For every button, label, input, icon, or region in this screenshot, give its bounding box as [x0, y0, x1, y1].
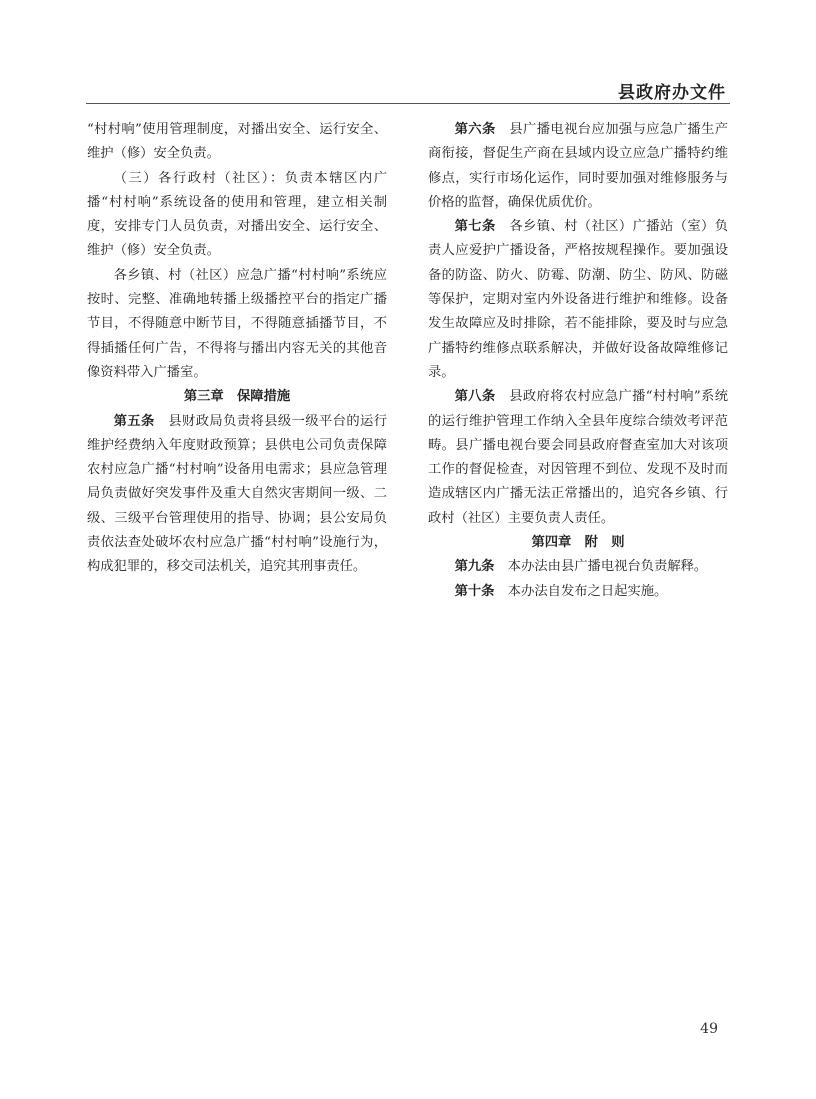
- paragraph: （三）各行政村（社区）：负责本辖区内广播“村村响”系统设备的使用和管理，建立相关制度，安排专门人员负责，对播出安全、运行安全、维护（修）安全负责。: [87, 170, 387, 259]
- article-10: [428, 580, 728, 604]
- chapter-heading: 第四章 附 则: [531, 535, 625, 551]
- article-9: [428, 555, 728, 579]
- article-text: 县政府将农村应急广播“村村响”系统的运行维护管理工作纳入全县年度综合绩效考评范畴。县广播电视台要会同县政府督查室加大对该项工作的督促检查，对因管理不到位、发现不及时而造成辖区内广播无法正常播出的，追究各乡镇、行政村（社区）主要负责人责任。: [428, 389, 728, 526]
- article-8: [428, 385, 728, 531]
- article-label: 第六条: [454, 122, 496, 137]
- page-number: 49: [700, 1021, 718, 1037]
- document-header-title: 县政府办文件: [618, 83, 726, 103]
- chapter-heading: 第三章 保障措施: [183, 389, 291, 405]
- article-text: 县财政局负责将县级一级平台的运行维护经费纳入年度财政预算；县供电公司负责保障农村应急广播“村村响”设备用电需求；县应急管理局负责做好突发事件及重大自然灾害期间一级、二级、三级平台管理使用的指导、协调；县公安局负责依法查处破坏农村应急广播“村村响”设施行为，构成犯罪的，移交司法机关，追究其刑事责任。: [87, 413, 388, 575]
- article-text: 本办法自发布之日起实施。: [494, 583, 668, 599]
- article-text: 县广播电视台应加强与应急广播生产商衔接，督促生产商在县域内设立应急广播特约维修点，实行市场化运作，同时要加强对维修服务与价格的监督，确保优质优价。: [428, 122, 729, 210]
- paragraph: “村村响”使用管理制度，对播出安全、运行安全、维护（修）安全负责。: [87, 122, 387, 162]
- article-text: 各乡镇、村（社区）广播站（室）负责人应爱护广播设备，严格按规程操作。要加强设备的防盗、防火、防霉、防潮、防尘、防风、防磁等保护，定期对室内外设备进行维护和维修。设备发生故障应及时排除，若不能排除，要及时与应急广播特约维修点联系解决，并做好设备故障维修记录。: [428, 219, 729, 380]
- article-label: 第八条: [454, 389, 496, 405]
- article-label: 第七条: [454, 219, 496, 235]
- article-5: [87, 410, 387, 580]
- left-column: [87, 118, 387, 580]
- header-rule: [86, 103, 730, 104]
- article-label: 第十条: [454, 583, 495, 599]
- right-column: [428, 118, 728, 604]
- article-label: 第五条: [113, 413, 155, 429]
- article-text: 本办法由县广播电视台负责解释。: [494, 559, 708, 575]
- paragraph: 各乡镇、村（社区）应急广播“村村响”系统应按时、完整、准确地转播上级播控平台的指定广播节目，不得随意中断节目，不得随意插播节目，不得插播任何广告，不得将与播出内容无关的其他音像资料带入广播室。: [87, 267, 387, 380]
- article-label: 第九条: [454, 559, 495, 575]
- article-6: [428, 118, 728, 215]
- article-7: [428, 215, 728, 385]
